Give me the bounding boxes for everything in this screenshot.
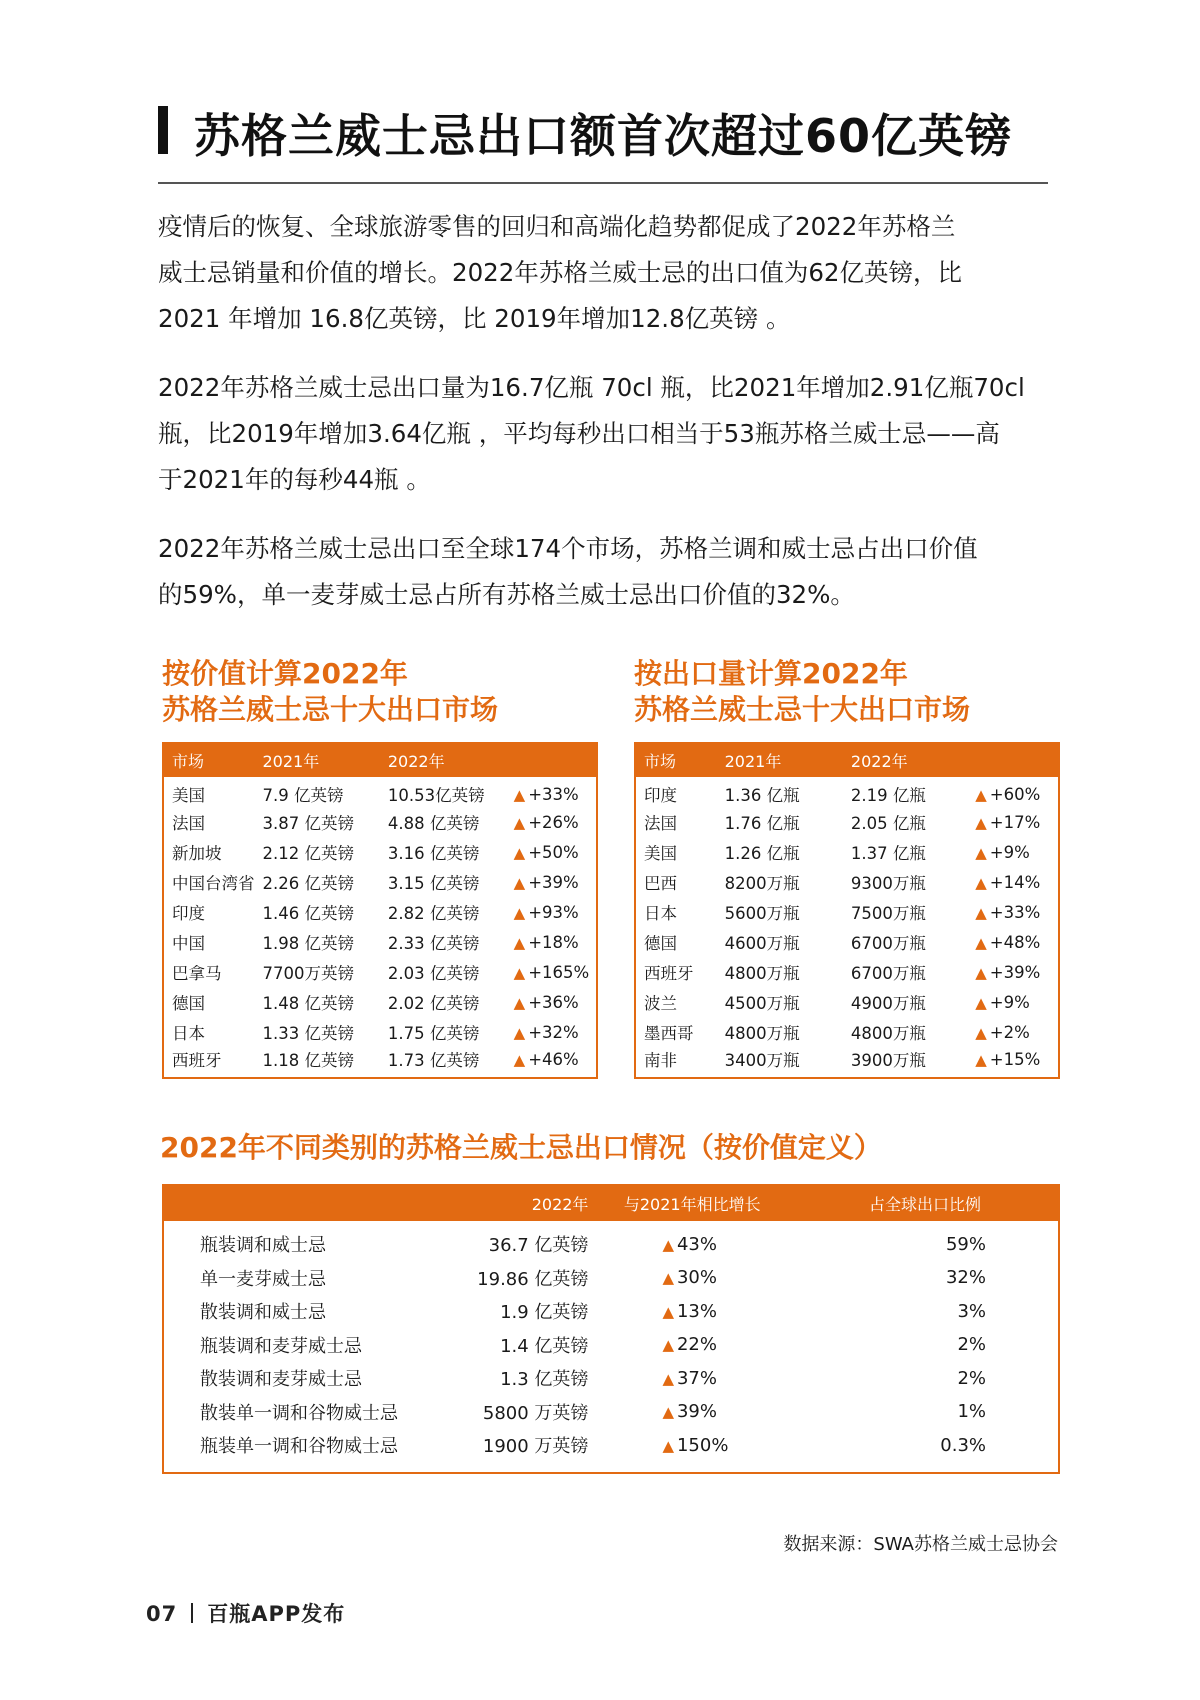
value-2022-cell: 1.9 亿英镑: [500, 1302, 589, 1324]
up-triangle-icon: ▲: [513, 873, 526, 892]
value-2021-cell: 2.26 亿英镑: [262, 874, 354, 893]
market-cell: 印度: [644, 786, 677, 805]
value-2021-cell: 1.36 亿瓶: [724, 786, 800, 805]
market-cell: 西班牙: [644, 964, 694, 983]
category-cell: 瓶装调和麦芽威士忌: [200, 1335, 362, 1357]
up-triangle-icon: ▲: [975, 1023, 987, 1042]
change-value: +9%: [989, 992, 1030, 1012]
value-2022-cell: 2.19 亿瓶: [850, 786, 926, 805]
title-divider: [158, 182, 1048, 184]
value-2021-cell: 4800万瓶: [724, 964, 800, 983]
market-cell: 美国: [644, 844, 677, 863]
change-value: +33%: [528, 784, 579, 804]
up-triangle-icon: ▲: [975, 873, 987, 892]
change-value: +36%: [528, 992, 579, 1012]
paragraph-line: 于2021年的每秒44瓶 。: [158, 465, 431, 494]
value-2022-cell: 1.4 亿英镑: [500, 1335, 589, 1357]
volume-markets-table: [634, 742, 1060, 1079]
market-cell: 波兰: [644, 994, 677, 1013]
value-2021-cell: 2.12 亿英镑: [262, 844, 354, 863]
market-cell: 日本: [172, 1024, 205, 1043]
market-cell: 墨西哥: [644, 1024, 694, 1043]
footer-separator: [191, 1603, 193, 1623]
up-triangle-icon: ▲: [975, 813, 987, 832]
change-cell: [967, 987, 1059, 1017]
up-triangle-icon: ▲: [975, 963, 987, 982]
table-row: [163, 927, 597, 957]
market-cell: 中国台湾省: [172, 874, 255, 893]
volume-table-title-line1: 按出口量计算2022年: [634, 657, 908, 690]
up-triangle-icon: ▲: [662, 1235, 674, 1254]
market-cell: 法国: [172, 814, 205, 833]
value-2022-cell: 4900万瓶: [850, 994, 926, 1013]
up-triangle-icon: ▲: [662, 1336, 674, 1355]
up-triangle-icon: ▲: [662, 1269, 674, 1288]
up-triangle-icon: ▲: [513, 785, 526, 804]
change-cell: [967, 1047, 1059, 1078]
value-2022-cell: 10.53亿英镑: [387, 786, 485, 805]
market-cell: 西班牙: [172, 1051, 222, 1070]
growth-value: 37%: [676, 1367, 717, 1389]
value-2022-cell: 3.15 亿英镑: [387, 874, 480, 893]
change-cell: [967, 927, 1059, 957]
table-row: [635, 837, 1059, 867]
value-2021-cell: 1.48 亿英镑: [262, 994, 354, 1013]
category-cell: 散装调和威士忌: [200, 1302, 326, 1324]
change-value: +60%: [989, 784, 1041, 804]
value-2022-cell: 1.75 亿英镑: [387, 1024, 480, 1043]
market-cell: 南非: [644, 1051, 677, 1070]
change-cell: [506, 777, 597, 807]
change-value: +18%: [528, 932, 579, 952]
value-2022-cell: 3900万瓶: [850, 1051, 926, 1070]
up-triangle-icon: ▲: [513, 1050, 526, 1069]
up-triangle-icon: ▲: [513, 933, 526, 952]
table-row: [163, 1429, 1059, 1473]
value-2022-cell: 5800 万英镑: [482, 1402, 589, 1424]
up-triangle-icon: ▲: [662, 1436, 674, 1455]
growth-cell: [592, 1395, 792, 1429]
value-2021-cell: 4800万瓶: [724, 1024, 800, 1043]
change-cell: [506, 1047, 597, 1078]
up-triangle-icon: ▲: [975, 843, 987, 862]
paragraph-line: 2022年苏格兰威士忌出口至全球174个市场，苏格兰调和威士忌占出口价值: [158, 534, 978, 563]
change-cell: [506, 867, 597, 897]
change-value: +14%: [989, 872, 1041, 892]
growth-value: 13%: [676, 1300, 717, 1322]
value-2022-cell: 1900 万英镑: [482, 1436, 589, 1457]
table-row: [163, 897, 597, 927]
up-triangle-icon: ▲: [975, 1050, 987, 1069]
paragraph-line: 的59%，单一麦芽威士忌占所有苏格兰威士忌出口价值的32%。: [158, 580, 855, 609]
table-header-row: [635, 743, 1059, 777]
paragraph-line: 2022年苏格兰威士忌出口量为16.7亿瓶 70cl 瓶，比2021年增加2.91亿瓶70cl: [158, 373, 1025, 402]
table-row: [163, 1362, 1059, 1396]
market-cell: 日本: [644, 904, 677, 923]
market-cell: 巴西: [644, 874, 677, 893]
growth-value: 30%: [676, 1267, 717, 1289]
growth-value: 43%: [676, 1233, 717, 1255]
share-cell: 0.3%: [940, 1434, 986, 1456]
table-row: [635, 927, 1059, 957]
up-triangle-icon: ▲: [513, 903, 526, 922]
header-2022: 2022年: [387, 752, 445, 771]
table-row: [635, 807, 1059, 837]
share-cell: 2%: [957, 1367, 986, 1389]
table-header-row: [163, 743, 597, 777]
header-market: 市场: [644, 752, 677, 771]
value-2022-cell: 19.86 亿英镑: [477, 1268, 589, 1290]
value-2021-cell: 1.76 亿瓶: [724, 814, 800, 833]
change-value: +9%: [989, 842, 1030, 862]
change-cell: [967, 807, 1059, 837]
change-cell: [967, 957, 1059, 987]
table-row: [163, 1261, 1059, 1295]
change-value: +39%: [528, 872, 579, 892]
up-triangle-icon: ▲: [513, 813, 526, 832]
market-cell: 德国: [644, 934, 677, 953]
category-exports-table: [162, 1184, 1060, 1474]
change-value: +50%: [528, 842, 579, 862]
up-triangle-icon: ▲: [513, 993, 526, 1012]
header-2022: 2022年: [850, 752, 908, 771]
market-cell: 德国: [172, 994, 205, 1013]
volume-table-title-line2: 苏格兰威士忌十大出口市场: [634, 693, 971, 726]
value-2022-cell: 2.82 亿英镑: [387, 904, 480, 923]
category-cell: 散装单一调和谷物威士忌: [200, 1402, 398, 1424]
change-cell: [967, 867, 1059, 897]
change-cell: [506, 897, 597, 927]
growth-value: 150%: [676, 1434, 729, 1456]
header-growth: 与2021年相比增长: [623, 1195, 761, 1214]
value-2022-cell: 6700万瓶: [850, 964, 926, 983]
value-2021-cell: 4500万瓶: [724, 994, 800, 1013]
value-2022-cell: 36.7 亿英镑: [488, 1235, 589, 1256]
table-header-row: [163, 1185, 1059, 1221]
growth-cell: [592, 1261, 792, 1295]
table-row: [163, 1295, 1059, 1329]
category-cell: 散装调和麦芽威士忌: [200, 1369, 362, 1391]
value-2022-cell: 2.05 亿瓶: [850, 814, 926, 833]
value-2021-cell: 7700万英镑: [262, 964, 354, 983]
up-triangle-icon: ▲: [662, 1403, 674, 1422]
change-value: +48%: [989, 932, 1041, 952]
growth-value: 39%: [676, 1401, 717, 1423]
paragraph-2: [158, 365, 1058, 503]
share-cell: 59%: [945, 1233, 986, 1255]
change-value: +93%: [528, 902, 579, 922]
change-cell: [506, 957, 597, 987]
table-row: [635, 957, 1059, 987]
value-2021-cell: 4600万瓶: [724, 934, 800, 953]
table-row: [163, 1047, 597, 1078]
value-2022-cell: 1.3 亿英镑: [500, 1369, 589, 1391]
growth-value: 22%: [676, 1334, 717, 1356]
table-row: [635, 777, 1059, 807]
change-value: +39%: [989, 962, 1041, 982]
value-2022-cell: 2.02 亿英镑: [387, 994, 480, 1013]
change-value: +15%: [989, 1049, 1041, 1069]
table-row: [163, 1017, 597, 1047]
share-cell: 32%: [945, 1267, 986, 1289]
share-cell: 2%: [957, 1334, 986, 1356]
table-row: [163, 807, 597, 837]
category-cell: 瓶装单一调和谷物威士忌: [200, 1436, 398, 1457]
header-category: [163, 1185, 433, 1221]
change-value: +26%: [528, 812, 579, 832]
value-2022-cell: 1.73 亿英镑: [387, 1051, 480, 1070]
paragraph-1: [158, 204, 1058, 342]
up-triangle-icon: ▲: [975, 785, 987, 804]
table-row: [635, 867, 1059, 897]
market-cell: 印度: [172, 904, 205, 923]
change-cell: [967, 777, 1059, 807]
title-accent-bar: [158, 106, 168, 154]
up-triangle-icon: ▲: [662, 1302, 674, 1321]
table-row: [635, 1047, 1059, 1078]
change-value: +2%: [989, 1022, 1030, 1042]
value-table-title-line1: 按价值计算2022年: [162, 657, 408, 690]
growth-cell: [592, 1429, 792, 1473]
change-value: +32%: [528, 1022, 579, 1042]
table-row: [635, 897, 1059, 927]
value-2021-cell: 7.9 亿英镑: [262, 786, 344, 805]
value-2022-cell: 2.03 亿英镑: [387, 964, 480, 983]
table-row: [163, 957, 597, 987]
header-2022: 2022年: [531, 1195, 589, 1214]
value-2021-cell: 1.46 亿英镑: [262, 904, 354, 923]
page-title: 苏格兰威士忌出口额首次超过60亿英镑: [194, 109, 1013, 163]
up-triangle-icon: ▲: [513, 1023, 526, 1042]
header-change: [506, 743, 597, 777]
value-2022-cell: 9300万瓶: [850, 874, 926, 893]
value-2021-cell: 3400万瓶: [724, 1051, 800, 1070]
table-row: [635, 1017, 1059, 1047]
up-triangle-icon: ▲: [975, 993, 987, 1012]
header-market: 市场: [172, 752, 205, 771]
paragraph-line: 威士忌销量和价值的增长。2022年苏格兰威士忌的出口值为62亿英镑，比: [158, 258, 963, 287]
value-markets-table: [162, 742, 598, 1079]
table-row: [163, 1328, 1059, 1362]
change-cell: [967, 1017, 1059, 1047]
value-2021-cell: 1.33 亿英镑: [262, 1024, 354, 1043]
header-share: 占全球出口比例: [868, 1195, 981, 1214]
category-cell: 单一麦芽威士忌: [200, 1268, 326, 1290]
growth-cell: [592, 1221, 792, 1261]
header-change: [967, 743, 1059, 777]
data-source: 数据来源：SWA苏格兰威士忌协会: [783, 1534, 1058, 1555]
growth-cell: [592, 1295, 792, 1329]
table-row: [163, 1395, 1059, 1429]
publisher: 百瓶APP发布: [207, 1602, 346, 1626]
value-table-title-line2: 苏格兰威士忌十大出口市场: [162, 693, 499, 726]
market-cell: 中国: [172, 934, 205, 953]
market-cell: 巴拿马: [172, 964, 222, 983]
value-2021-cell: 8200万瓶: [724, 874, 800, 893]
value-2022-cell: 6700万瓶: [850, 934, 926, 953]
up-triangle-icon: ▲: [662, 1369, 674, 1388]
value-table-title: [162, 656, 498, 728]
change-cell: [506, 927, 597, 957]
change-value: +33%: [989, 902, 1041, 922]
growth-cell: [592, 1328, 792, 1362]
value-2022-cell: 4.88 亿英镑: [387, 814, 480, 833]
table-row: [163, 1221, 1059, 1261]
page-number: 07: [146, 1602, 178, 1626]
value-2022-cell: 7500万瓶: [850, 904, 926, 923]
paragraph-line: 瓶，比2019年增加3.64亿瓶 ，平均每秒出口相当于53瓶苏格兰威士忌——高: [158, 419, 1000, 448]
value-2021-cell: 5600万瓶: [724, 904, 800, 923]
share-cell: 1%: [957, 1401, 986, 1423]
change-value: +17%: [989, 812, 1041, 832]
up-triangle-icon: ▲: [513, 843, 526, 862]
value-2022-cell: 3.16 亿英镑: [387, 844, 480, 863]
value-2021-cell: 1.18 亿英镑: [262, 1051, 354, 1070]
change-value: +165%: [528, 962, 590, 982]
change-cell: [967, 897, 1059, 927]
volume-table-title: [634, 656, 970, 728]
up-triangle-icon: ▲: [975, 903, 987, 922]
market-cell: 美国: [172, 786, 205, 805]
table-row: [163, 837, 597, 867]
table-row: [163, 777, 597, 807]
value-2022-cell: 4800万瓶: [850, 1024, 926, 1043]
paragraph-3: [158, 526, 1058, 618]
paragraph-line: 2021 年增加 16.8亿英镑，比 2019年增加12.8亿英镑 。: [158, 304, 791, 333]
growth-cell: [592, 1362, 792, 1396]
header-2021: 2021年: [724, 752, 782, 771]
change-cell: [506, 807, 597, 837]
change-cell: [967, 837, 1059, 867]
value-2022-cell: 2.33 亿英镑: [387, 934, 480, 953]
change-value: +46%: [528, 1049, 579, 1069]
page-footer: [146, 1598, 345, 1628]
value-2022-cell: 1.37 亿瓶: [850, 844, 926, 863]
value-2021-cell: 3.87 亿英镑: [262, 814, 354, 833]
value-2021-cell: 1.26 亿瓶: [724, 844, 800, 863]
change-cell: [506, 837, 597, 867]
market-cell: 法国: [644, 814, 677, 833]
up-triangle-icon: ▲: [975, 933, 987, 952]
table-row: [635, 987, 1059, 1017]
value-2021-cell: 1.98 亿英镑: [262, 934, 354, 953]
up-triangle-icon: ▲: [513, 963, 526, 982]
market-cell: 新加坡: [172, 844, 222, 863]
table-row: [163, 987, 597, 1017]
category-table-title: 2022年不同类别的苏格兰威士忌出口情况（按价值定义）: [160, 1131, 882, 1164]
paragraph-line: 疫情后的恢复、全球旅游零售的回归和高端化趋势都促成了2022年苏格兰: [158, 212, 956, 241]
change-cell: [506, 987, 597, 1017]
share-cell: 3%: [957, 1300, 986, 1322]
header-2021: 2021年: [262, 752, 320, 771]
table-row: [163, 867, 597, 897]
category-cell: 瓶装调和威士忌: [200, 1235, 326, 1256]
change-cell: [506, 1017, 597, 1047]
